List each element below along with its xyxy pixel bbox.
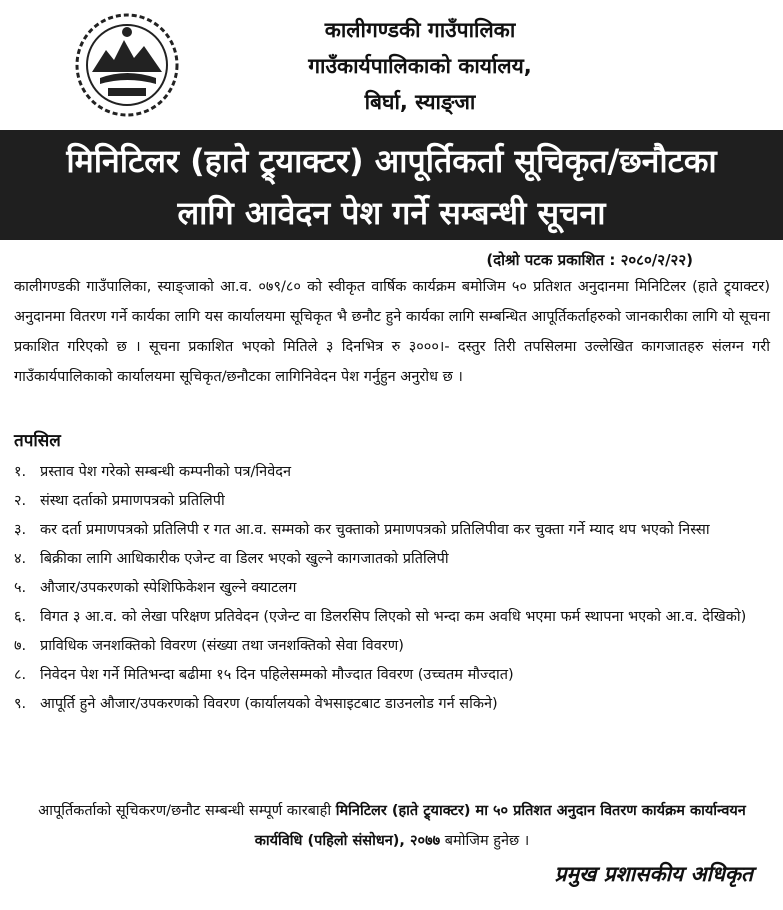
item-text: निवेदन पेश गर्ने मितिभन्दा बढीमा १५ दिन पहिलेसम्मको मौज्दात विवरण (उच्चतम मौज्दात): [40, 667, 514, 683]
closing-text-bold: मिनिटिलर (हाते ट्र्याक्टर) मा ५० प्रतिशत अनुदान वितरण कार्यक्रम कार्यान्वयन कार्यविधि (पहिलो संसोधन), २०७७: [254, 803, 746, 849]
item-number: ९.: [14, 696, 27, 712]
item-number: ५.: [14, 580, 27, 596]
list-item: [14, 661, 770, 690]
intro-paragraph: कालीगण्डकी गाउँपालिका, स्याङ्जाको आ.व. ०७९/८० को स्वीकृत वार्षिक कार्यक्रम बमोजिम ५० प्रतिशत अनुदानमा मिनिटिलर (हाते ट्र्याक्टर) अनुदानमा वितरण गर्ने कार्यका लागि यस कार्यालयमा सूचिकृत भै छनौट हुने कार्यका लागि सम्बन्धित आपूर्तिकर्ताहरुको जानकारीका लागि यो सूचना प्रकाशित गरिएको छ । सूचना प्रकाशित भएको मितिले ३ दिनभित्र रु ३०००।- दस्तुर तिरी तपसिलमा उल्लेखित कागजातहरु संलग्न गरी गाउँकार्यपालिकाको कार्यालयमा सूचिकृत/छनौटका लागिनिवेदन पेश गर्नुहुन अनुरोध छ ।: [14, 279, 770, 385]
closing-text-end: बमोजिम हुनेछ ।: [440, 833, 530, 849]
item-number: ७.: [14, 638, 27, 654]
item-text: बिक्रीका लागि आधिकारीक एजेन्ट वा डिलर भएको खुल्ने कागजातको प्रतिलिपी: [40, 551, 449, 567]
item-number: ४.: [14, 551, 27, 567]
list-item: [14, 458, 770, 487]
item-number: ३.: [14, 522, 27, 538]
item-text: औजार/उपकरणको स्पेशिफिकेशन खुल्ने क्याटलग: [40, 580, 297, 596]
item-number: ६.: [14, 609, 27, 625]
details-heading: तपसिल: [14, 431, 61, 451]
list-item: [14, 603, 770, 632]
municipality-name: कालीगण्डकी गाउँपालिका: [324, 18, 516, 42]
notice-title-line2: लागि आवेदन पेश गर्ने सम्बन्धी सूचना: [177, 194, 606, 232]
notice-title-line1: मिनिटिलर (हाते ट्र्याक्टर) आपूर्तिकर्ता सूचिकृत/छनौटका: [66, 142, 717, 180]
list-item: [14, 516, 770, 545]
list-item: [14, 574, 770, 603]
item-number: ८.: [14, 667, 27, 683]
item-text: प्रस्ताव पेश गरेको सम्बन्धी कम्पनीको पत्र/निवेदन: [40, 464, 292, 480]
item-text: आपूर्ति हुने औजार/उपकरणको विवरण (कार्यालयको वेभसाइटबाट डाउनलोड गर्न सकिने): [40, 696, 498, 712]
list-item: [14, 632, 770, 661]
municipality-emblem-icon: [72, 10, 182, 120]
item-text: कर दर्ता प्रमाणपत्रको प्रतिलिपी र गत आ.व. सम्मको कर चुक्ताको प्रमाणपत्रको प्रतिलिपीवा कर चुक्ता गर्ने म्याद थप भएको निस्सा: [40, 522, 710, 538]
item-number: २.: [14, 493, 27, 509]
list-item: [14, 545, 770, 574]
item-number: १.: [14, 464, 27, 480]
item-text: विगत ३ आ.व. को लेखा परिक्षण प्रतिवेदन (एजेन्ट वा डिलरसिप लिएको सो भन्दा कम अवधि भएमा फर्म स्थापना भएको आ.व. देखिको): [40, 609, 747, 625]
office-name: गाउँकार्यपालिकाको कार्यालय,: [308, 54, 532, 78]
list-item: [14, 690, 770, 719]
notice-title-banner: [0, 130, 783, 240]
item-text: संस्था दर्ताको प्रमाणपत्रको प्रतिलिपी: [40, 493, 225, 509]
list-item: [14, 487, 770, 516]
office-header: [210, 12, 630, 120]
signatory-title: प्रमुख प्रशासकीय अधिकृत: [554, 862, 753, 886]
item-text: प्राविधिक जनशक्तिको विवरण (संख्या तथा जनशक्तिको सेवा विवरण): [40, 638, 404, 654]
office-location: बिर्घा, स्याङ्जा: [364, 90, 476, 114]
closing-paragraph: [14, 796, 770, 856]
requirements-list: [14, 458, 770, 719]
publication-date: (दोश्रो पटक प्रकाशित : २०८०/२/२२): [486, 251, 693, 269]
closing-text-start: आपूर्तिकर्ताको सूचिकरण/छनौट सम्बन्धी सम्पूर्ण कारबाही: [38, 803, 336, 819]
